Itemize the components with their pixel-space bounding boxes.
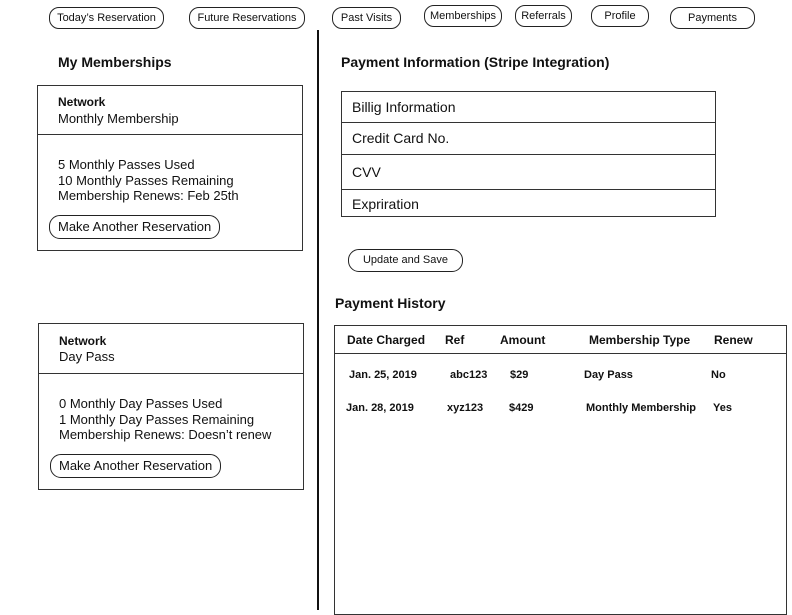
membership-detail: 5 Monthly Passes Used — [58, 157, 195, 172]
nav-future-reservations[interactable]: Future Reservations — [189, 7, 305, 29]
membership-detail: Membership Renews: Feb 25th — [58, 188, 239, 203]
cvv-field[interactable]: CVV — [341, 154, 716, 190]
column-header-amount: Amount — [500, 333, 546, 347]
row-ref: xyz123 — [447, 402, 484, 414]
row-membership-type: Monthly Membership — [586, 402, 697, 414]
row-renew: Yes — [713, 402, 732, 414]
payment-history-title: Payment History — [335, 295, 446, 311]
payment-history-table — [334, 325, 787, 615]
table-header-divider — [335, 353, 786, 354]
row-ref: abc123 — [450, 369, 488, 381]
row-date: Jan. 25, 2019 — [349, 369, 417, 381]
credit-card-field[interactable]: Credit Card No. — [341, 122, 716, 155]
payment-info-title: Payment Information (Stripe Integration) — [341, 54, 610, 70]
membership-name: Network — [58, 95, 106, 109]
nav-payments[interactable]: Payments — [670, 7, 755, 29]
membership-detail: Membership Renews: Doesn’t renew — [59, 427, 272, 442]
memberships-title: My Memberships — [58, 54, 172, 70]
membership-card — [37, 85, 303, 251]
membership-type: Monthly Membership — [58, 111, 179, 126]
column-header-membership-type: Membership Type — [589, 333, 691, 347]
row-amount: $29 — [510, 369, 529, 381]
update-and-save-button[interactable]: Update and Save — [348, 249, 463, 272]
nav-profile[interactable]: Profile — [591, 5, 649, 27]
column-header-date: Date Charged — [347, 333, 426, 347]
make-another-reservation-button[interactable]: Make Another Reservation — [49, 215, 220, 239]
billing-information-field[interactable]: Billig Information — [341, 91, 716, 123]
expiration-field[interactable]: Expriration — [341, 189, 716, 217]
column-header-ref: Ref — [445, 333, 465, 347]
nav-memberships[interactable]: Memberships — [424, 5, 502, 27]
membership-detail: 0 Monthly Day Passes Used — [59, 396, 223, 411]
column-header-renew: Renew — [714, 333, 753, 347]
membership-type: Day Pass — [59, 349, 115, 364]
membership-card — [38, 323, 304, 490]
membership-name: Network — [59, 334, 107, 348]
nav-referrals[interactable]: Referrals — [515, 5, 572, 27]
nav-past-visits[interactable]: Past Visits — [332, 7, 401, 29]
membership-detail: 1 Monthly Day Passes Remaining — [59, 412, 255, 427]
column-divider — [317, 30, 319, 610]
row-amount: $429 — [509, 402, 534, 414]
row-date: Jan. 28, 2019 — [346, 402, 414, 414]
row-membership-type: Day Pass — [584, 369, 633, 381]
row-renew: No — [711, 369, 726, 381]
membership-detail: 10 Monthly Passes Remaining — [58, 173, 234, 188]
nav-todays-reservation[interactable]: Today’s Reservation — [49, 7, 164, 29]
make-another-reservation-button[interactable]: Make Another Reservation — [50, 454, 221, 478]
